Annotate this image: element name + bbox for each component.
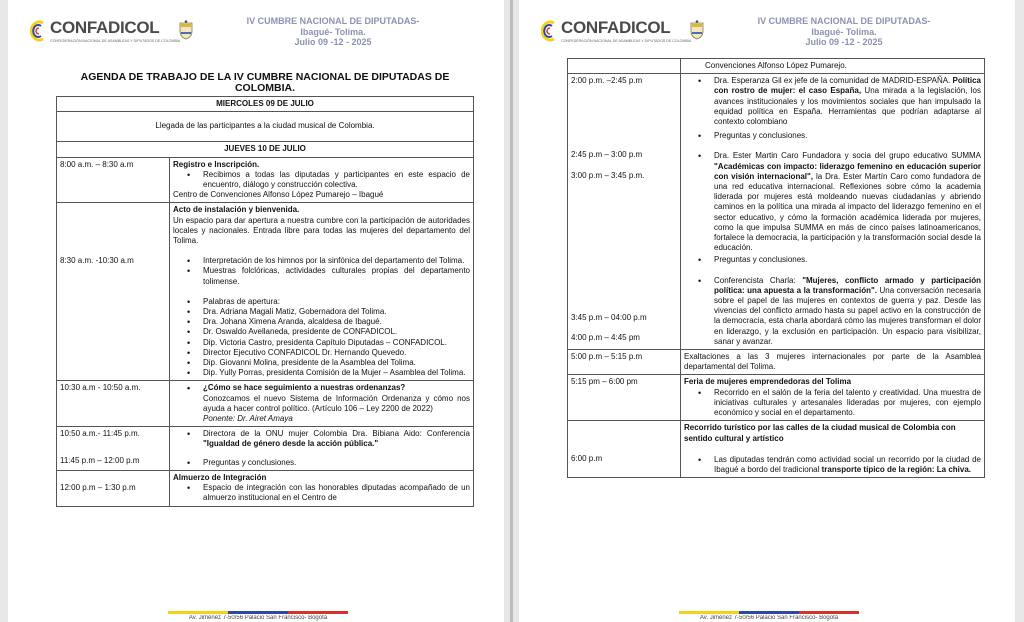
agenda-table — [567, 58, 985, 478]
arrival-note: Llegada de las participantes a la ciudad musical de Colombia. — [57, 112, 474, 142]
activity-cell — [681, 421, 985, 478]
time-label: 6:00 p.m — [571, 454, 603, 464]
activity-description: Conozcamos el nuevo Sistema de Información Ordenanza y cómo nos ayuda a hacer control político. (Artículo 106 – Ley 2200 de 2022) — [203, 393, 470, 413]
activity-cell — [170, 470, 474, 506]
page-header — [28, 14, 484, 52]
speaker-text: Dra. Esperanza Gil ex jefe de la comunidad de MADRID-ESPAÑA. — [714, 76, 953, 86]
time-label: 11:45 p.m – 12:00 p.m — [60, 456, 140, 466]
activity-cell — [170, 157, 474, 203]
time-cell — [57, 470, 170, 506]
venue-text: Centro de Convenciones Alfonso López Pumarejo – Ibagué — [173, 190, 384, 200]
logo-emblem-icon — [30, 20, 46, 42]
activity-cell: Exaltaciones a las 3 mujeres internacionales por parte de la Asamblea departamental del Tolima. — [681, 350, 985, 375]
table-row — [568, 421, 985, 478]
event-location: Ibagué- Tolima. — [811, 26, 877, 37]
event-title: IV CUMBRE NACIONAL DE DIPUTADAS- — [757, 16, 931, 26]
activity-description: Las diputadas tendrán como actividad social un recorrido por la ciudad de Ibagué a bordo del tradicional — [714, 454, 981, 474]
event-heading — [749, 16, 939, 48]
flag-stripe — [679, 611, 859, 614]
time-label: 4:00 p.m – 4:45 pm — [571, 333, 640, 343]
table-row — [568, 74, 985, 350]
table-row — [57, 142, 474, 157]
time-cell — [57, 427, 170, 471]
table-row — [57, 470, 474, 506]
colombia-crest-icon — [689, 20, 705, 40]
list-item: • Preguntas y conclusiones. — [698, 255, 981, 265]
table-row — [57, 97, 474, 112]
talk-title: "Mujeres, conflicto armado y participación política: una apuesta a la transformación". — [714, 275, 982, 295]
document-title: AGENDA DE TRABAJO DE LA IV CUMBRE NACIONAL DE DIPUTADAS DE COLOMBIA. — [80, 71, 450, 94]
confadicol-logo — [28, 14, 228, 52]
logo-subtitle: CONFEDERACIÓN NACIONAL DE ASAMBLEAS Y DIPUTADOS DE COLOMBIA — [561, 39, 692, 43]
table-row — [57, 157, 474, 203]
stripe-blue — [739, 611, 799, 614]
table-row — [57, 112, 474, 142]
speaker-text: Ponente: Dr. Airet Amaya — [203, 414, 293, 424]
speaker-text: Conferencista Charla: — [714, 275, 803, 285]
list-item: • ¿Cómo se hace seguimiento a nuestras ordenanzas? — [187, 383, 470, 393]
logo-subtitle: CONFEDERACIÓN NACIONAL DE ASAMBLEAS Y DIPUTADOS DE COLOMBIA — [50, 39, 181, 43]
time-cell — [568, 59, 681, 74]
list-item: • Espacio de integración con las honorables diputadas acompañado de un almuerzo institucional en el Centro de — [187, 483, 470, 503]
table-row — [568, 375, 985, 421]
list-item: • Dip. Giovanni Molina, presidente de la Asamblea del Tolima. — [187, 358, 470, 368]
document-page-2 — [519, 0, 1015, 622]
activity-cell — [170, 381, 474, 427]
time-cell: 5:00 p.m – 5:15 p.m — [568, 350, 681, 375]
talk-title: Política con rostro de mujer: el caso España, — [714, 76, 981, 96]
list-item — [698, 76, 981, 127]
conference-title: "Igualdad de género desde la acción pública." — [203, 439, 379, 449]
confadicol-logo — [539, 14, 739, 52]
event-dates: Julio 09 -12 - 2025 — [805, 37, 883, 47]
stripe-yellow — [168, 611, 228, 614]
conference-text: Directora de la ONU mujer Colombia Dra. Bibiana Aido: Conferencia — [203, 429, 470, 439]
talk-description: Una conversación necesaria sobre el papel de las mujeres en contextos de guerra y paz. Desde las vivencias del conflicto armado hasta su papel activo en la construcción de la democracia, esta charla abordará cómo las mujeres transforman el dolor en liderazgo, y la exclusión en participación. Un espacio para visibilizar, sanar y avanzar. — [714, 285, 981, 346]
agenda-table — [56, 96, 474, 507]
table-row — [57, 203, 474, 381]
time-cell — [568, 421, 681, 478]
time-label: 3:45 p.m – 04:00 p.m — [571, 312, 647, 322]
logo-wordmark: CONFADICOL — [561, 18, 671, 37]
activity-cell: Convenciones Alfonso López Pumarejo. — [681, 59, 985, 74]
time-label: 12:00 p.m – 1:30 p.m — [60, 482, 136, 492]
time-label: 3:00 p.m – 3:45 p.m. — [571, 170, 645, 180]
list-item: • Recibimos a todas las diputadas y participantes en este espacio de encuentro, diálogo y construcción colectiva. — [187, 170, 470, 190]
activity-description: Un espacio para dar apertura a nuestra cumbre con la participación de autoridades locales y nacionales. Entrada libre para todas las mujeres del departamento del Tolima. — [173, 215, 470, 246]
list-item: • Dra. Adriana Magali Matiz, Gobernadora del Tolima. — [187, 307, 470, 317]
time-label: 10:50 a.m.- 11:45 p.m. — [60, 429, 140, 439]
talk-title: "Académicas con impacto: liderazgo femenino en educación superior con visión internacional", — [714, 161, 981, 181]
talk-description: la Dra. Ester Martín Caro como fundadora de una red educativa internacional. Reflexiones sobre cómo la academia liderada por mujeres está moldeando nuevas ciudadanías y abriendo caminos en la política una mirada al impacto del liderazgo femenino en el sector educativo, y cómo la formación académica liderada por mujeres, como la que impulsa SUMMA en más de cinco países latinoamericanos, fortalece la democracia, la participación y la transformación social desde la educación. — [714, 171, 981, 253]
table-row — [568, 59, 985, 74]
list-item: • Muestras folclóricas, actividades culturales propias del departamento tolimense. — [187, 266, 470, 286]
time-label: 2:00 p.m. –2:45 p.m — [571, 76, 643, 86]
event-dates: Julio 09 -12 - 2025 — [294, 37, 372, 47]
list-item: • Dr. Oswaldo Avellaneda, presidente de CONFADICOL. — [187, 327, 470, 337]
table-row — [568, 350, 985, 375]
activity-title: Almuerzo de Integración — [173, 472, 267, 482]
list-item — [187, 429, 470, 449]
logo-emblem-icon — [541, 20, 557, 42]
stripe-red — [799, 611, 859, 614]
list-item: • Dip. Yully Porras, presidenta Comisión de la Mujer – Asamblea del Tolima. — [187, 368, 470, 378]
list-item — [698, 455, 981, 475]
page-header — [539, 14, 995, 52]
list-item: • Director Ejecutivo CONFADICOL Dr. Hernando Quevedo. — [187, 348, 470, 358]
activity-cell — [681, 74, 985, 350]
event-heading — [238, 16, 428, 48]
event-location: Ibagué- Tolima. — [300, 26, 366, 37]
activity-cell — [170, 427, 474, 471]
activity-cell — [681, 375, 985, 421]
colombia-crest-icon — [178, 20, 194, 40]
time-label: 8:30 a.m. -10:30 a.m — [60, 256, 134, 266]
list-item: • Dra. Johana Ximena Aranda, alcaldesa de Ibagué. — [187, 317, 470, 327]
day-heading: JUEVES 10 DE JULIO — [57, 142, 474, 157]
activity-title: Registro e Inscripción. — [173, 159, 260, 169]
time-cell — [57, 203, 170, 381]
logo-wordmark: CONFADICOL — [50, 18, 160, 37]
footer-address: Av. Jiménez 7-50/56 Palacio San Francisco- Bogotá — [188, 615, 328, 621]
table-row — [57, 427, 474, 471]
activity-title: Acto de instalación y bienvenida. — [173, 205, 300, 215]
document-page-1 — [8, 0, 504, 622]
event-title: IV CUMBRE NACIONAL DE DIPUTADAS- — [246, 16, 420, 26]
stripe-blue — [228, 611, 288, 614]
time-cell: 10:30 a.m - 10:50 a.m. — [57, 381, 170, 427]
time-cell — [568, 74, 681, 350]
flag-stripe — [168, 611, 348, 614]
list-item: • Recorrido en el salón de la feria del talento y creatividad. Una muestra de iniciativas culturales y artesanales lideradas por mujeres, con ejemplo económico y social en el departamento. — [698, 388, 981, 419]
speaker-text: Dra. Ester Martin Caro Fundadora y socia del grupo educativo SUMMA — [714, 151, 981, 161]
list-item: • Preguntas y conclusiones. — [187, 458, 470, 468]
time-label: 2:45 p.m – 3:00 p.m — [571, 150, 643, 160]
activity-title: Feria de mujeres emprendedoras del Tolima — [684, 377, 852, 387]
talk-description: Una mirada a la legislación, los avances institucionales y los movimientos sociales que han impulsado la equidad política en España. Herramientas que podrían adaptarse al contexto colombiano — [714, 86, 981, 127]
table-row — [57, 381, 474, 427]
transport-name: transporte típico de la región: La chiva. — [821, 464, 972, 474]
time-cell: 5:15 pm – 6:00 pm — [568, 375, 681, 421]
page-gap — [510, 0, 513, 622]
list-item — [698, 151, 981, 253]
stripe-yellow — [679, 611, 739, 614]
stripe-red — [288, 611, 348, 614]
list-item — [698, 276, 981, 347]
list-item: • Preguntas y conclusiones. — [698, 131, 981, 141]
list-item: • Interpretación de los himnos por la sinfónica del departamento del Tolima. — [187, 256, 470, 266]
list-item: • Dip. Victoria Castro, presidenta Capítulo Diputadas – CONFADICOL. — [187, 338, 470, 348]
activity-title: Recorrido turístico por las calles de la ciudad musical de Colombia con sentido cultural y artístico — [684, 423, 956, 443]
list-item: • Palabras de apertura: — [187, 297, 470, 307]
time-cell: 8:00 a.m. – 8:30 a.m — [57, 157, 170, 203]
activity-cell — [170, 203, 474, 381]
day-heading: MIERCOLES 09 DE JULIO — [57, 97, 474, 112]
footer-address: Av. Jiménez 7-50/56 Palacio San Francisco- Bogotá — [699, 615, 839, 621]
